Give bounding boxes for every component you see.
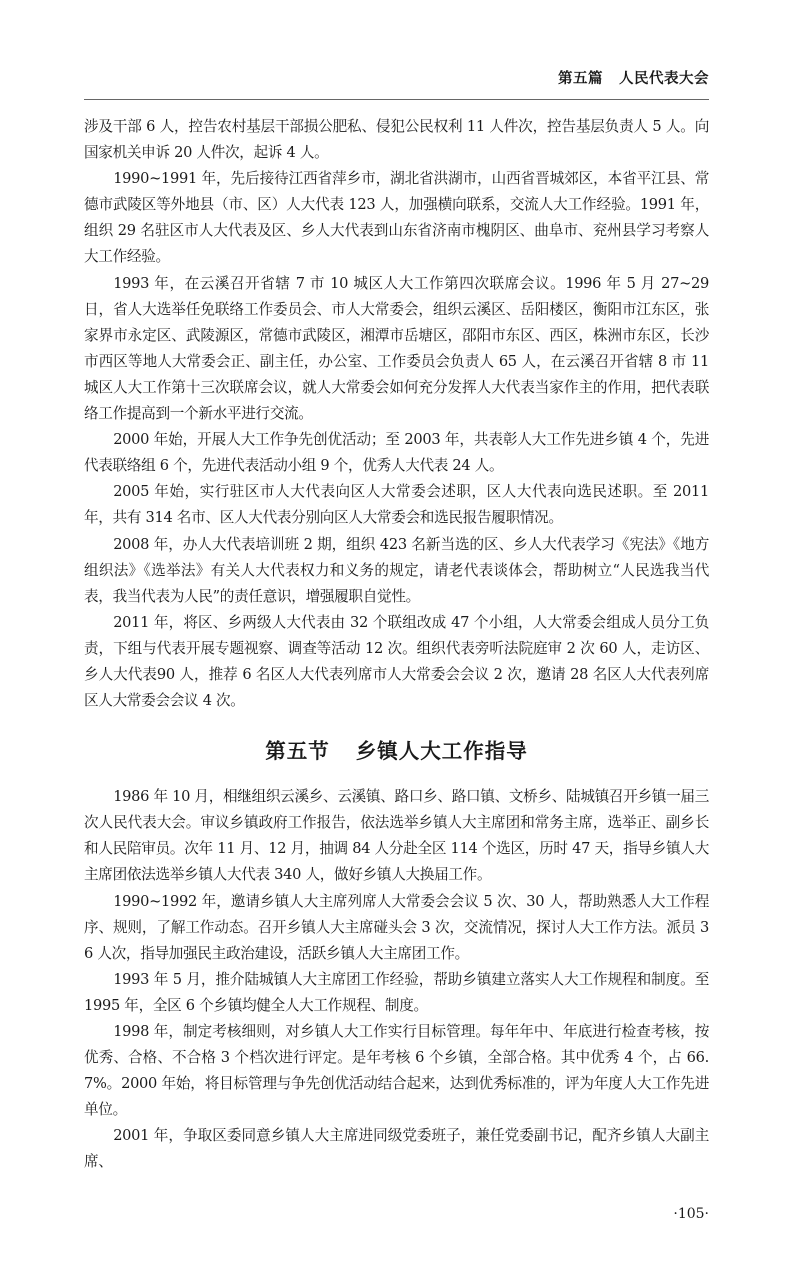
section-number: 第五节 <box>265 739 330 764</box>
header-rule <box>84 99 709 100</box>
paragraph: 2008 年，办人大代表培训班 2 期，组织 423 名新当选的区、乡人大代表学习《宪法》《地方组织法》《选举法》有关人大代表权力和义务的规定，请老代表谈体会，帮助树立“人民选我当代表，我当代表为人民”的责任意识，增强履职自觉性。 <box>84 535 709 605</box>
paragraph: 2001 年，争取区委同意乡镇人大主席进同级党委班子，兼任党委副书记，配齐乡镇人大副主席、 <box>84 1127 709 1171</box>
paragraph: 1993 年，在云溪召开省辖 7 市 10 城区人大工作第四次联席会议。1996 年 5 月 27~29 日，省人大选举任免联络工作委员会、市人大常委会，组织云溪区、岳阳楼区，衡阳市江东区，张家界市永定区、武陵源区，常德市武陵区，湘潭市岳塘区，邵阳市东区、西区，株洲市东区，长沙市西区等地人大常委会正、副主任，办公室、工作委员会负责人 65 人，在云溪召开省辖 8 市 11 城区人大工作第十三次联席会议，就人大常委会如何充分发挥人大代表当家作主的作用，把代表联络工作提高到一个新水平进行交流。 <box>84 274 709 423</box>
paragraph: 1998 年，制定考核细则，对乡镇人大工作实行目标管理。每年年中、年底进行检查考核，按优秀、合格、不合格 3 个档次进行评定。是年考核 6 个乡镇，全部合格。其中优秀 4 个，占 66.7%。2000 年始，将目标管理与争先创优活动结合起来，达到优秀标准的，评为年度人大工作先进单位。 <box>84 1023 709 1119</box>
paragraph: 涉及干部 6 人，控告农村基层干部损公肥私、侵犯公民权利 11 人件次，控告基层负责人 5 人。向国家机关申诉 20 人件次，起诉 4 人。 <box>84 118 709 162</box>
page-number: ·105· <box>673 1205 709 1222</box>
paragraph: 1986 年 10 月，相继组织云溪乡、云溪镇、路口乡、路口镇、文桥乡、陆城镇召开乡镇一届三次人民代表大会。审议乡镇政府工作报告，依法选举乡镇人大主席团和常务主席，选举正、副乡长和人民陪审员。次年 11 月、12 月，抽调 84 人分赴全区 114 个选区，历时 47 天，指导乡镇人大主席团依法选举乡镇人大代表 340 人，做好乡镇人大换届工作。 <box>84 788 709 884</box>
body-top <box>84 114 709 714</box>
paragraph: 2005 年始，实行驻区市人大代表向区人大常委会述职，区人大代表向选民述职。至 2011 年，共有 314 名市、区人大代表分别向区人大常委会和选民报告履职情况。 <box>84 483 709 527</box>
paragraph: 2000 年始，开展人大工作争先创优活动；至 2003 年，共表彰人大工作先进乡镇 4 个，先进代表联络组 6 个，先进代表活动小组 9 个，优秀人大代表 24 人。 <box>84 431 709 475</box>
running-head-part: 第五篇 <box>558 71 603 87</box>
section-title: 乡镇人大工作指导 <box>355 739 528 764</box>
paragraph: 1993 年 5 月，推介陆城镇人大主席团工作经验，帮助乡镇建立落实人大工作规程和制度。至 1995 年，全区 6 个乡镇均健全人大工作规程、制度。 <box>84 970 709 1014</box>
section-heading <box>84 736 709 766</box>
running-head <box>84 68 709 90</box>
paragraph: 1990~1991 年，先后接待江西省萍乡市，湖北省洪湖市，山西省晋城郊区，本省平江县、常德市武陵区等外地县（市、区）人大代表 123 人，加强横向联系，交流人大工作经验。1991 年，组织 29 名驻区市人大代表及区、乡人大代表到山东省济南市槐阴区、曲阜市、兖州县学习考察人大工作经验。 <box>84 170 709 266</box>
paragraph: 2011 年，将区、乡两级人大代表由 32 个联组改成 47 个小组，人大常委会组成人员分工负责，下组与代表开展专题视察、调查等活动 12 次。组织代表旁听法院庭审 2 次 60 人，走访区、乡人大代表90 人，推荐 6 名区人大代表列席市人大常委会会议 2 次，邀请 28 名区人大代表列席区人大常委会会议 4 次。 <box>84 613 709 710</box>
paragraph: 1990~1992 年，邀请乡镇人大主席列席人大常委会会议 5 次、30 人，帮助熟悉人大工作程序、规则，了解工作动态。召开乡镇人大主席碰头会 3 次，交流情况，探讨人大工作方法。派员 36 人次，指导加强民主政治建设，活跃乡镇人大主席团工作。 <box>84 892 709 962</box>
body-section <box>84 784 709 1175</box>
page <box>84 0 709 1264</box>
running-head-title: 人民代表大会 <box>619 71 709 87</box>
